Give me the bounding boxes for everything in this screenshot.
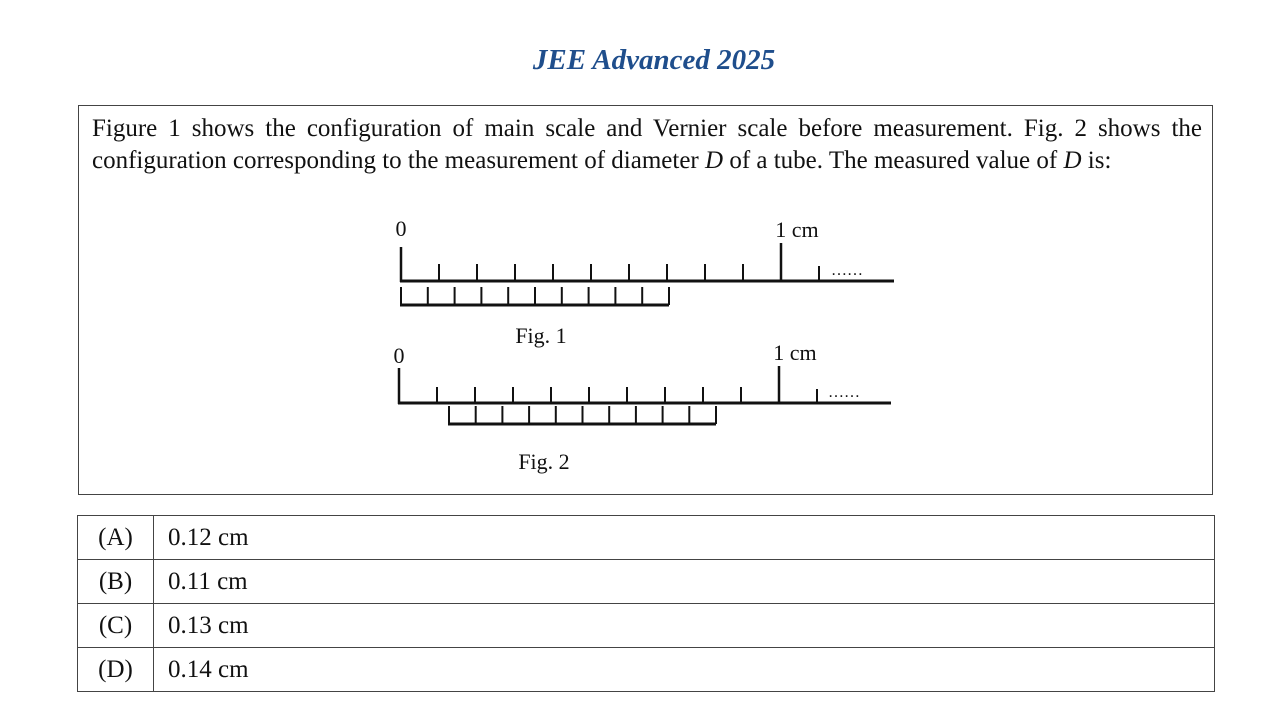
figure-2 bbox=[394, 340, 892, 474]
fig1-main-scale-ticks bbox=[439, 264, 819, 282]
option-row-c[interactable] bbox=[78, 604, 1215, 648]
option-value: 0.13 cm bbox=[154, 604, 1215, 648]
fig1-cm-label: 1 cm bbox=[775, 217, 819, 242]
fig2-continuation-dots: …… bbox=[828, 384, 860, 401]
fig2-cm-label: 1 cm bbox=[773, 340, 817, 365]
fig1-continuation-dots: …… bbox=[831, 262, 863, 279]
variable-d: D bbox=[705, 147, 724, 174]
option-row-d[interactable] bbox=[78, 648, 1215, 692]
option-label: (D) bbox=[78, 648, 154, 692]
fig2-zero-label: 0 bbox=[393, 343, 405, 368]
option-row-a[interactable] bbox=[78, 516, 1215, 560]
options-table bbox=[77, 515, 1215, 692]
option-label: (A) bbox=[78, 516, 154, 560]
fig1-caption: Fig. 1 bbox=[515, 323, 567, 348]
question-text-part3: is: bbox=[1081, 147, 1112, 174]
option-value: 0.14 cm bbox=[154, 648, 1215, 692]
fig2-main-scale-ticks bbox=[437, 387, 817, 404]
option-label: (C) bbox=[78, 604, 154, 648]
vernier-figures bbox=[79, 106, 1212, 494]
fig1-vernier-scale-ticks bbox=[401, 287, 669, 305]
option-value: 0.11 cm bbox=[154, 560, 1215, 604]
option-label: (B) bbox=[78, 560, 154, 604]
question-box bbox=[78, 105, 1213, 495]
question-text-part1: Figure 1 shows the configuration of main scale and Vernier scale before measurement. Fig. 2 shows the configuration corresponding to the measurement of diameter bbox=[92, 115, 1202, 174]
figure-1 bbox=[396, 216, 895, 348]
fig1-zero-label: 0 bbox=[395, 216, 407, 241]
question-text-part2: of a tube. The measured value of bbox=[723, 147, 1064, 174]
page-title: JEE Advanced 2025 bbox=[532, 44, 776, 76]
fig2-vernier-scale-ticks bbox=[449, 406, 716, 424]
variable-d: D bbox=[1063, 147, 1082, 174]
fig2-caption: Fig. 2 bbox=[518, 449, 570, 474]
option-row-b[interactable] bbox=[78, 560, 1215, 604]
option-value: 0.12 cm bbox=[154, 516, 1215, 560]
